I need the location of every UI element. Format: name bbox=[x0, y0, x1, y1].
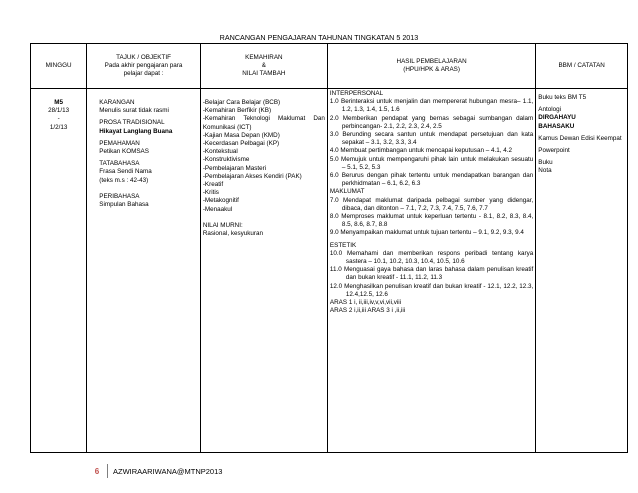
header-minggu: MINGGU bbox=[31, 44, 87, 89]
kemahiran-cell: -Belajar Cara Belajar (BCB) -Kemahiran Berfikir (KB) -Kemahiran Teknologi Maklumat Dan Komunikasi (ICT) -Kajian Masa Depan (KMD) -Kecerdasan Pelbagai (KP) -Kontekstual -Konstruktivisme -Pembelajaran Masteri -Pembelajaran Akses Kendiri (PAK) -Kreatif -Kritis -Metakognitif -Menaakul NILAI MURNI: Rasional, kesyukuran bbox=[200, 89, 327, 453]
header-tajuk: TAJUK / OBJEKTIF Pada akhir pengajaran para pelajar dapat : bbox=[87, 44, 201, 89]
minggu-cell: M5 28/1/13 - 1/2/13 bbox=[31, 89, 87, 453]
header-hasil: HASIL PEMBELAJARAN (HPU/HPK & ARAS) bbox=[327, 44, 535, 89]
content-row bbox=[31, 89, 628, 453]
document-title: RANCANGAN PENGAJARAN TAHUNAN TINGKATAN 5 2013 bbox=[219, 33, 419, 42]
header-kemahiran: KEMAHIRAN & NILAI TAMBAH bbox=[200, 44, 327, 89]
footer-author: AZWIRAARIWANA@MTNP2013 bbox=[113, 466, 223, 476]
bbm-cell: Buku teks BM T5 Antologi DIRGAHAYU BAHASAKU Kamus Dewan Edisi Keempat Powerpoint Buku Nota bbox=[536, 89, 628, 453]
lesson-plan-table bbox=[30, 43, 628, 453]
tajuk-cell: KARANGAN Menulis surat tidak rasmi PROSA TRADISIONAL Hikayat Langlang Buana PEMAHAMAN Petikan KOMSAS TATABAHASA Frasa Sendi Nama (teks m.s : 42-43) PERIBAHASA Simpulan Bahasa bbox=[87, 89, 201, 453]
page-footer bbox=[87, 464, 222, 478]
page-number: 6 bbox=[94, 466, 100, 476]
header-row bbox=[31, 44, 628, 89]
footer-divider bbox=[107, 464, 108, 478]
hasil-cell: INTERPERSONAL 1.0 Berinteraksi untuk menjalin dan mempererat hubungan mesra– 1.1, 1.2, 1.3, 1.4, 1.5, 1.6 2.0 Memberikan pendapat yang bernas sebagai sumbangan dalam perbincangan- 2.1, 2.2, 2.3, 2.4, 2.5 3.0 Berunding secara santun untuk mendapat persetujuan dan kata sepakat – 3.1, 3.2, 3.3, 3.4 4.0 Membuat pertimbangan untuk mencapai keputusan – 4.1, 4.2 5.0 Memujuk untuk mempengaruhi pihak lain untuk melakukan sesuatu – 5.1, 5.2, 5.3 6.0 Berurus dengan pihak tertentu untuk mendapatkan barangan dan perkhidmatan – 6.1, 6.2, 6.3 MAKLUMAT 7.0 Mendapat maklumat daripada pelbagai sumber yang didengar, dibaca, dan ditonton – 7.1, 7.2, 7.3, 7.4, 7.5, 7.6, 7.7 8.0 Memproses maklumat untuk keperluan tertentu - 8.1, 8.2, 8.3, 8.4, 8.5, 8.6, 8.7, 8.8 9.0 Menyampaikan maklumat untuk tujuan tertentu – 9.1, 9.2, 9.3, 9.4 ESTETIK 10.0 Memahami dan memberikan respons peribadi tentang karya sastera – 10.1, 10.2, 10.3, 10.4, 10.5, 10.6 11.0 Menguasai gaya bahasa dan laras bahasa dalam penulisan kreatif dan bukan kreatif - 11.1, 11.2, 11.3 12.0 Menghasilkan penulisan kreatif dan bukan kreatif - 12.1, 12.2, 12.3, 12.4,12.5, 12.6 ARAS 1 i, ii,iii,iv,v,vi,vii,viii ARAS 2 i,ii,iii ARAS 3 i ,ii,iii bbox=[327, 89, 535, 453]
header-bbm: BBM / CATATAN bbox=[536, 44, 628, 89]
